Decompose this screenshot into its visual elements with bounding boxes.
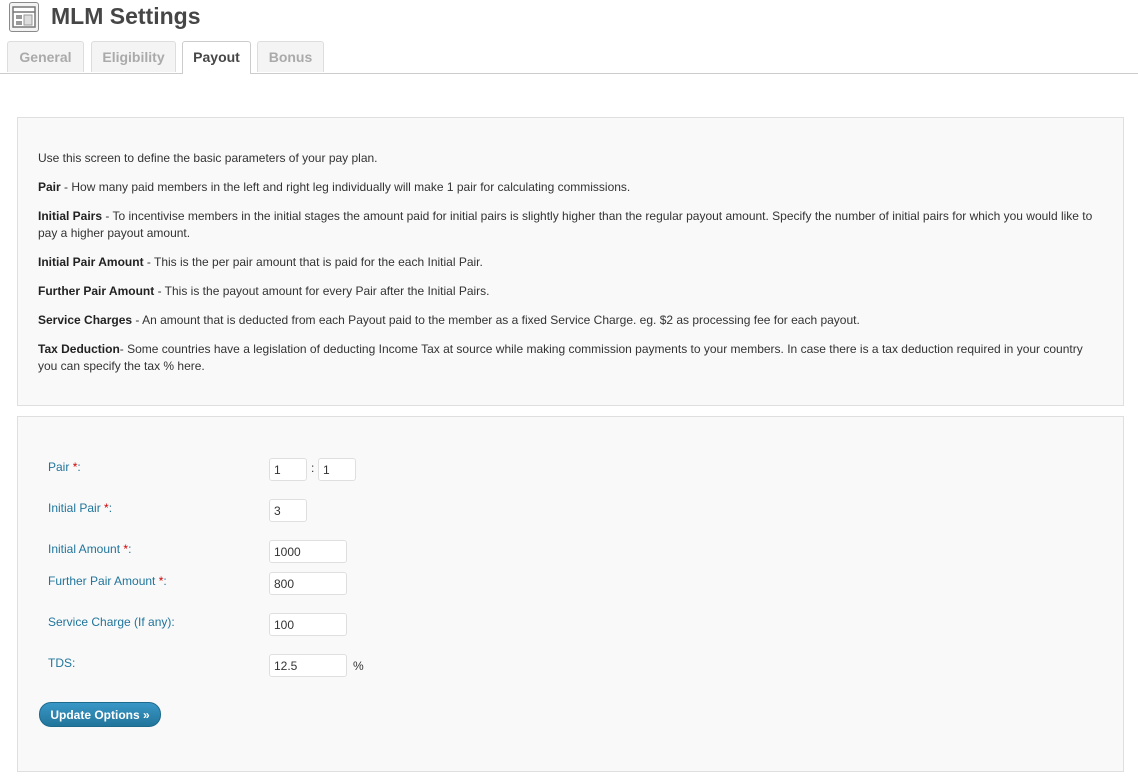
tds-input[interactable] [269,654,347,677]
service-charge-label: Service Charge (If any): [48,615,175,629]
initial-pair-label: Initial Pair *: [48,501,113,515]
help-pair [38,179,1103,196]
further-pair-amount-input[interactable] [269,572,347,595]
help-service-charges [38,312,1103,329]
pair-separator: : [311,461,315,475]
pair-label: Pair *: [48,460,81,474]
service-charge-input[interactable] [269,613,347,636]
help-term: Initial Pair Amount [38,255,144,269]
help-term: Initial Pairs [38,209,103,223]
help-initial-pairs [38,208,1103,242]
settings-page-icon [9,2,39,32]
help-text: - An amount that is deducted from each Payout paid to the member as a fixed Service Charge. eg. $2 as processing fee for each payout. [132,313,860,327]
help-text: - This is the per pair amount that is paid for the each Initial Pair. [143,255,483,269]
tab-bonus[interactable]: Bonus [257,41,324,72]
help-text: - To incentivise members in the initial stages the amount paid for initial pairs is slightly higher than the regular payout amount. Specify the number of initial pairs for which you would like to pay a higher payout amount. [38,209,1093,240]
help-term: Service Charges [38,313,133,327]
initial-amount-label: Initial Amount *: [48,542,132,556]
pair-left-input[interactable] [269,458,307,481]
help-initial-pair-amount [38,254,1103,271]
payout-form [17,416,1124,772]
settings-tabs [0,41,1138,74]
tab-payout[interactable]: Payout [182,41,251,74]
pair-right-input[interactable] [318,458,356,481]
intro-text: Use this screen to define the basic parameters of your pay plan. [38,151,378,165]
help-text: - Some countries have a legislation of deducting Income Tax at source while making commission payments to your members. In case there is a tax deduction required in your country you can specify the tax % here. [38,342,1083,373]
help-text: - This is the payout amount for every Pair after the Initial Pairs. [154,284,490,298]
initial-amount-input[interactable] [269,540,347,563]
initial-pair-input[interactable] [269,499,307,522]
required-mark: * [158,574,164,588]
tab-general[interactable]: General [7,41,84,72]
required-mark: * [104,501,109,515]
help-term: Pair [38,180,61,194]
update-options-button[interactable]: Update Options » [39,702,161,727]
help-further-pair-amount [38,283,1103,300]
required-mark: * [72,460,78,474]
further-pair-amount-label: Further Pair Amount *: [48,574,167,588]
help-tax-deduction [38,341,1103,375]
required-mark: * [123,542,129,556]
help-term: Further Pair Amount [38,284,155,298]
tds-unit: % [353,659,364,673]
tds-label: TDS: [48,656,76,670]
page-title: MLM Settings [51,3,201,29]
help-term: Tax Deduction [38,342,120,356]
description-panel [17,117,1124,406]
tab-eligibility[interactable]: Eligibility [91,41,176,72]
help-text: - How many paid members in the left and right leg individually will make 1 pair for calculating commissions. [60,180,631,194]
